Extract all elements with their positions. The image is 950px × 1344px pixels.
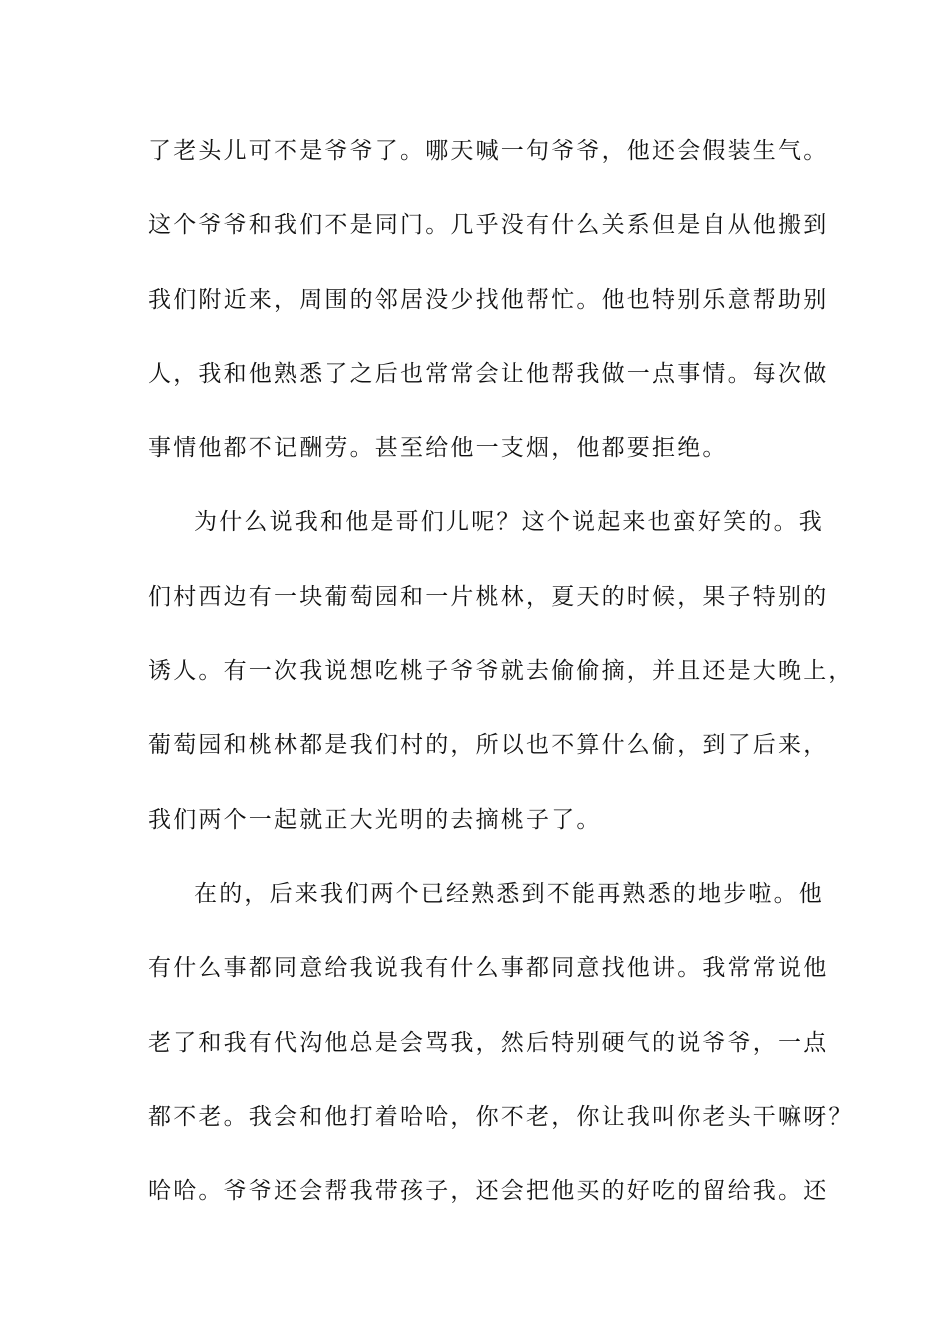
- text-line: 都不老。我会和他打着哈哈，你不老，你让我叫你老头干嘛呀？: [148, 1103, 854, 1130]
- text-line: 诱人。有一次我说想吃桃子爷爷就去偷偷摘，并且还是大晚上，: [148, 658, 854, 685]
- text-line: 我们两个一起就正大光明的去摘桃子了。: [148, 806, 602, 833]
- text-line: 我们附近来，周围的邻居没少找他帮忙。他也特别乐意帮助别: [148, 286, 829, 313]
- text-line: 事情他都不记酬劳。甚至给他一支烟，他都要拒绝。: [148, 435, 728, 462]
- text-line: 人，我和他熟悉了之后也常常会让他帮我做一点事情。每次做: [148, 360, 829, 387]
- text-line: 老了和我有代沟他总是会骂我，然后特别硬气的说爷爷，一点: [148, 1029, 829, 1056]
- text-line: 葡萄园和桃林都是我们村的，所以也不算什么偷，到了后来，: [148, 732, 829, 759]
- text-line: 们村西边有一块葡萄园和一片桃林，夏天的时候，果子特别的: [148, 583, 829, 610]
- paragraph-first-line: 在的，后来我们两个已经熟悉到不能再熟悉的地步啦。他: [194, 880, 824, 907]
- text-line: 有什么事都同意给我说我有什么事都同意找他讲。我常常说他: [148, 955, 829, 982]
- text-line: 了老头儿可不是爷爷了。哪天喊一句爷爷，他还会假装生气。: [148, 138, 829, 164]
- paragraph-first-line: 为什么说我和他是哥们儿呢？这个说起来也蛮好笑的。我: [194, 509, 824, 536]
- text-line: 这个爷爷和我们不是同门。几乎没有什么关系但是自从他搬到: [148, 212, 829, 239]
- text-line: 哈哈。爷爷还会帮我带孩子，还会把他买的好吃的留给我。还: [148, 1178, 829, 1205]
- document-body: [148, 131, 854, 1245]
